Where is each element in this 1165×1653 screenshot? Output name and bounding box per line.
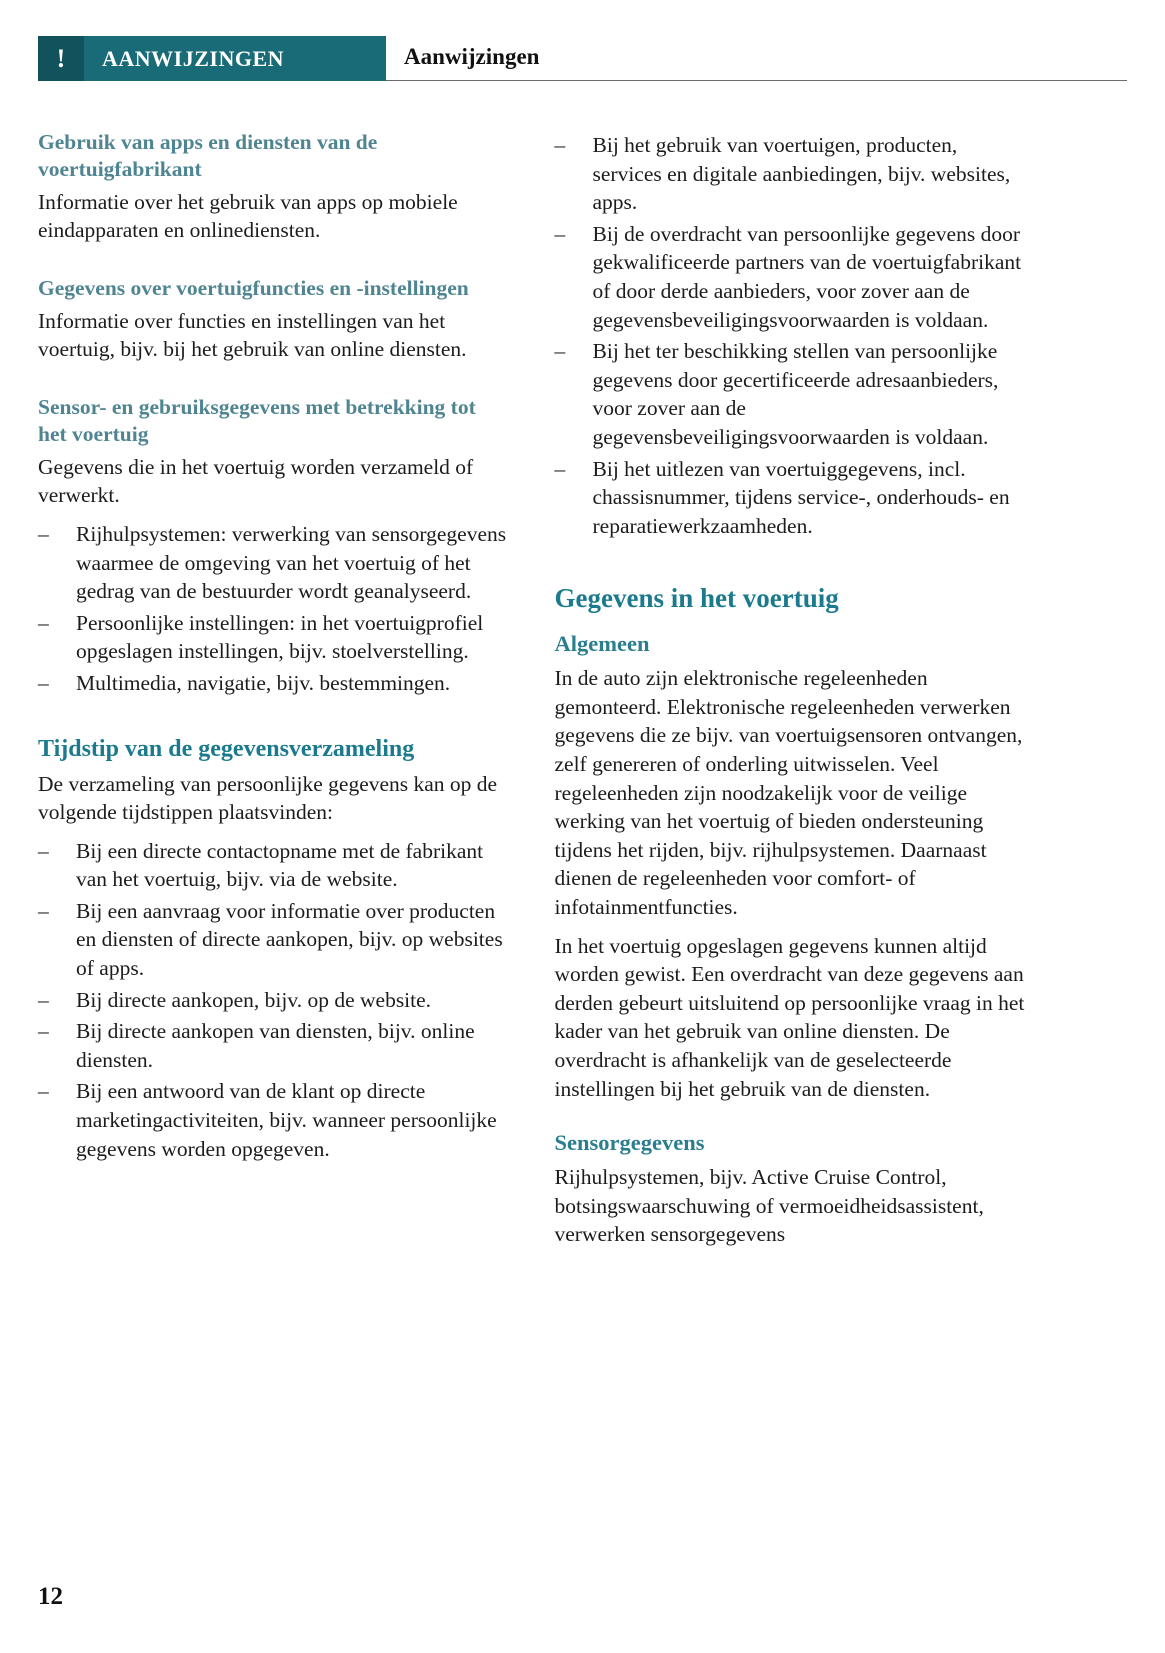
- list-item: [38, 897, 509, 983]
- list-item: [38, 520, 509, 606]
- list-item: [38, 986, 509, 1015]
- list-item-text: – Bij het uitlezen van voertuiggegevens, incl. chassisnummer, tijdens service-, onderhouds- en reparatiewerkzaamheden.: [592, 456, 1010, 538]
- tijdstip-list: [38, 837, 509, 1164]
- list-item-text: – Bij een antwoord van de klant op directe marketingactiviteiten, bijv. wanneer persoonlijke gegevens worden opgegeven.: [76, 1079, 497, 1161]
- section-heading-voertuigfuncties: Gegevens over voertuigfuncties en -instellingen: [38, 275, 469, 300]
- header-rule: [386, 44, 1127, 81]
- list-item: [555, 455, 1026, 541]
- right-column: [555, 129, 1026, 1259]
- list-item-text: – Bij een aanvraag voor informatie over producten en diensten of directe aankopen, bijv. op websites of apps.: [76, 898, 503, 981]
- list-item: [38, 609, 509, 666]
- list-item-text: – Bij het ter beschikking stellen van persoonlijke gegevens door gecertificeerde adresaanbieders, voor zover aan de gegevensbeveiligingsvoorwaarden is voldaan.: [592, 339, 999, 449]
- list-item-text: – Rijhulpsystemen: verwerking van sensorgegevens waarmee de omgeving van het voertuig of het gedrag van de bestuurder wordt geanalyseerd.: [76, 521, 507, 604]
- tijdstip-list-continued: [555, 131, 1026, 540]
- section-body-sensorgebruik: Gegevens die in het voertuig worden verzameld of verwerkt.: [38, 454, 474, 508]
- section-heading-tijdstip: Tijdstip van de gegevensverzameling: [38, 735, 415, 762]
- page-title: Aanwijzingen: [404, 44, 540, 69]
- list-item: [38, 1017, 509, 1074]
- exclamation-icon-glyph: !: [56, 43, 66, 73]
- section-heading-algemeen: Algemeen: [554, 631, 650, 657]
- list-item-text: – Bij de overdracht van persoonlijke gegevens door gekwalificeerde partners van de voertuigfabrikant of door derde aanbieders, voor zover aan de gegevensbeveiligingsvoorwaarden is voldaan.: [592, 221, 1022, 332]
- section-body-apps-diensten: Informatie over het gebruik van apps op mobiele eindapparaten en onlinediensten.: [38, 189, 458, 243]
- algemeen-paragraph-2: In het voertuig opgeslagen gegevens kunnen altijd worden gewist. Een overdracht van deze gegevens aan derden gebeurt uitsluitend op persoonlijke vraag in het kader van het gebruik van online diensten. De overdracht is afhankelijk van de geselecteerde instellingen bij het gebruik van de diensten.: [554, 933, 1025, 1101]
- list-item: [555, 337, 1026, 451]
- section-body-tijdstip: De verzameling van persoonlijke gegevens kan op de volgende tijdstippen plaatsvinden:: [38, 771, 498, 825]
- exclamation-icon: [38, 36, 84, 81]
- list-item-text: – Multimedia, navigatie, bijv. bestemmingen.: [76, 670, 451, 695]
- content-columns: [38, 129, 1025, 1259]
- left-column: [38, 129, 509, 1259]
- list-item-text: – Bij directe aankopen, bijv. op de website.: [76, 987, 432, 1012]
- list-item: [38, 837, 509, 894]
- section-heading-sensorgebruik: Sensor- en gebruiksgegevens met betrekking tot het voertuig: [38, 395, 476, 446]
- sensorgebruik-list: [38, 520, 509, 698]
- list-item-text: – Bij het gebruik van voertuigen, producten, services en digitale aanbiedingen, bijv. websites, apps.: [592, 133, 1011, 215]
- section-heading-sensorgegevens: Sensorgegevens: [554, 1130, 705, 1156]
- list-item-text: – Bij directe aankopen van diensten, bijv. online diensten.: [76, 1019, 475, 1072]
- list-item-text: – Bij een directe contactopname met de fabrikant van het voertuig, bijv. via de website.: [76, 838, 484, 892]
- section-heading-apps-diensten: Gebruik van apps en diensten van de voertuigfabrikant: [38, 130, 378, 181]
- list-item: [555, 131, 1026, 217]
- section-body-voertuigfuncties: Informatie over functies en instellingen van het voertuig, bijv. bij het gebruik van online diensten.: [38, 308, 467, 362]
- page-header: [38, 36, 1127, 81]
- list-item: [38, 669, 509, 698]
- section-heading-gegevens-voertuig: Gegevens in het voertuig: [554, 583, 839, 614]
- algemeen-paragraph-1: In de auto zijn elektronische regeleenheden gemonteerd. Elektronische regeleenheden verwerken gegevens die ze bijv. van voertuigsensoren ontvangen, zelf genereren of onderling uitwisselen. Veel regeleenheden zijn noodzakelijk voor de veilige werking van het voertuig of bieden ondersteuning tijdens het rijden, bijv. rijhulpsystemen. Daarnaast dienen de regeleenheden voor comfort- of infotainmentfuncties.: [554, 666, 1023, 919]
- chapter-badge-label: AANWIJZINGEN: [102, 45, 285, 71]
- chapter-badge: [38, 36, 386, 81]
- list-item: [555, 220, 1026, 334]
- list-item: [38, 1077, 509, 1163]
- list-item-text: – Persoonlijke instellingen: in het voertuigprofiel opgeslagen instellingen, bijv. stoelverstelling.: [76, 610, 484, 664]
- sensorgegevens-body: Rijhulpsystemen, bijv. Active Cruise Control, botsingswaarschuwing of vermoeidheidsassistent, verwerken sensorgegevens: [554, 1165, 984, 1247]
- page-number: 12: [38, 1583, 63, 1610]
